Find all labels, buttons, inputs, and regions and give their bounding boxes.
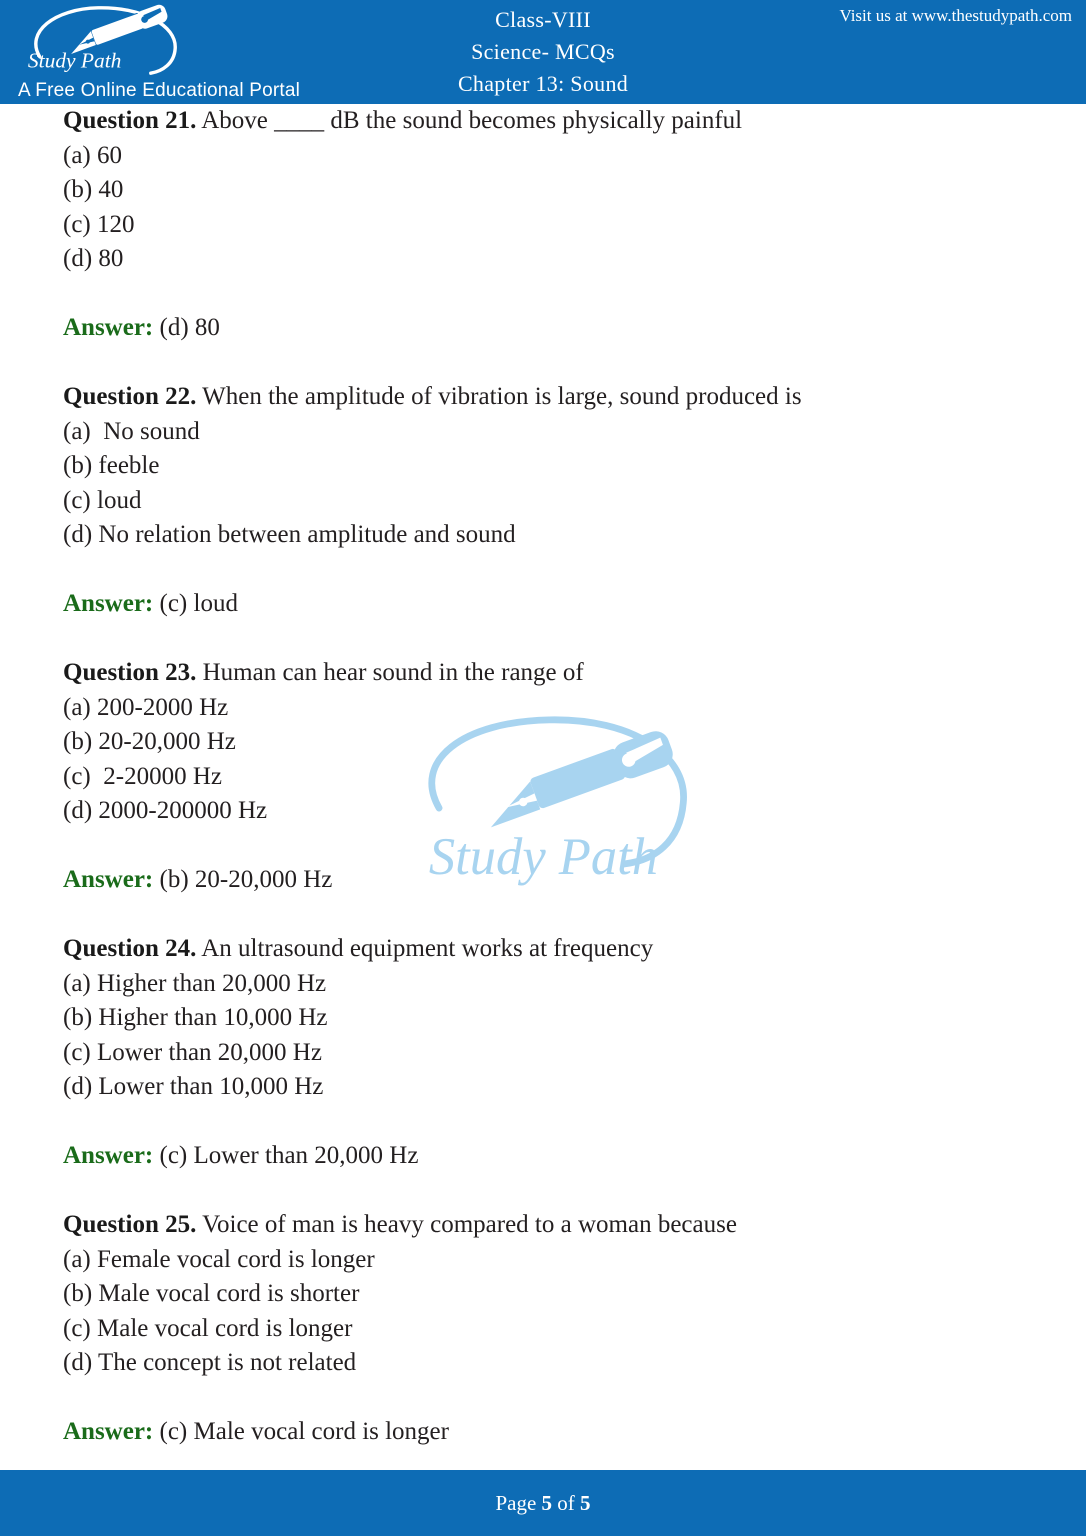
question-prompt	[63, 656, 1056, 691]
svg-text:Study Path: Study Path	[27, 48, 122, 73]
answer-label: Answer:	[63, 314, 154, 341]
spacer	[63, 829, 1056, 864]
question-text: Voice of man is heavy compared to a woman because	[202, 1211, 737, 1238]
answer-value: (c) loud	[159, 590, 238, 617]
question-option[interactable]: (b) 40	[63, 176, 124, 203]
answer-line	[63, 863, 1056, 898]
question-option[interactable]: (c) Lower than 20,000 Hz	[63, 1038, 322, 1066]
question-option[interactable]: (a) 200-2000 Hz	[63, 693, 229, 721]
answer-value: (d) 80	[159, 314, 220, 341]
question-block	[0, 380, 1086, 656]
question-prompt	[63, 380, 1056, 415]
answer-label: Answer:	[63, 1418, 154, 1445]
question-option[interactable]: (c) Male vocal cord is longer	[63, 1314, 353, 1342]
answer-label: Answer:	[63, 590, 154, 617]
question-text: An ultrasound equipment works at frequency	[201, 935, 654, 962]
question-number: Question 22.	[63, 383, 197, 410]
question-option[interactable]: (d) 2000-200000 Hz	[63, 797, 268, 824]
page-number-label	[0, 1470, 1086, 1536]
question-option[interactable]: (b) Male vocal cord is shorter	[63, 1280, 360, 1307]
answer-value: (c) Lower than 20,000 Hz	[159, 1142, 419, 1169]
answer-value: (c) Male vocal cord is longer	[159, 1418, 449, 1445]
question-text: Above ____ dB the sound becomes physically painful	[201, 107, 743, 134]
page-total: 5	[580, 1491, 591, 1515]
question-number: Question 23.	[63, 659, 197, 686]
question-number: Question 21.	[63, 107, 197, 134]
question-option[interactable]: (d) The concept is not related	[63, 1349, 357, 1376]
question-block	[0, 656, 1086, 932]
question-block	[0, 932, 1086, 1208]
question-option[interactable]: (d) Lower than 10,000 Hz	[63, 1073, 324, 1100]
spacer	[63, 1105, 1056, 1140]
question-prompt	[63, 104, 1056, 139]
answer-line	[63, 311, 1056, 346]
header-website-link[interactable]: Visit us at www.thestudypath.com	[839, 6, 1072, 25]
spacer	[63, 346, 1056, 381]
question-number: Question 24.	[63, 935, 197, 962]
site-tagline: A Free Online Educational Portal	[18, 80, 301, 101]
question-option[interactable]: (c) 2-20000 Hz	[63, 762, 222, 790]
spacer	[63, 898, 1056, 933]
question-text: Human can hear sound in the range of	[202, 659, 584, 686]
svg-text:Study Path: Study Path	[428, 828, 659, 887]
page-content	[0, 104, 1086, 1470]
page-middle: of	[552, 1491, 581, 1515]
questions-list	[0, 104, 1086, 1470]
question-prompt	[63, 1208, 1056, 1243]
header-class-line: Class-VIII	[495, 7, 591, 32]
question-option[interactable]: (a) Higher than 20,000 Hz	[63, 969, 327, 997]
question-option[interactable]: (d) 80	[63, 245, 124, 272]
question-option[interactable]: (a) 60	[63, 141, 122, 169]
page-header	[0, 0, 1086, 104]
header-subject-line: Science- MCQs	[471, 39, 615, 64]
answer-value: (b) 20-20,000 Hz	[159, 866, 333, 893]
question-block	[0, 104, 1086, 380]
question-option[interactable]: (b) Higher than 10,000 Hz	[63, 1004, 328, 1031]
spacer	[63, 553, 1056, 588]
question-option[interactable]: (b) feeble	[63, 452, 160, 479]
page-current: 5	[541, 1491, 553, 1515]
page-footer	[0, 1470, 1086, 1536]
spacer	[63, 277, 1056, 312]
spacer	[63, 1174, 1056, 1209]
question-block	[0, 1208, 1086, 1470]
spacer	[63, 1450, 1056, 1471]
answer-line	[63, 1415, 1056, 1450]
answer-label: Answer:	[63, 866, 154, 893]
spacer	[63, 1381, 1056, 1416]
question-number: Question 25.	[63, 1211, 197, 1238]
question-prompt	[63, 932, 1056, 967]
page-prefix: Page	[495, 1491, 542, 1515]
spacer	[63, 622, 1056, 657]
question-text: When the amplitude of vibration is large, sound produced is	[202, 383, 802, 410]
question-option[interactable]: (b) 20-20,000 Hz	[63, 728, 236, 755]
question-option[interactable]: (c) 120	[63, 210, 135, 238]
question-option[interactable]: (c) loud	[63, 486, 142, 514]
question-option[interactable]: (a) No sound	[63, 417, 200, 445]
answer-label: Answer:	[63, 1142, 154, 1169]
answer-line	[63, 587, 1056, 622]
question-option[interactable]: (d) No relation between amplitude and sound	[63, 521, 516, 548]
answer-line	[63, 1139, 1056, 1174]
question-option[interactable]: (a) Female vocal cord is longer	[63, 1245, 375, 1273]
header-chapter-line: Chapter 13: Sound	[457, 71, 629, 96]
